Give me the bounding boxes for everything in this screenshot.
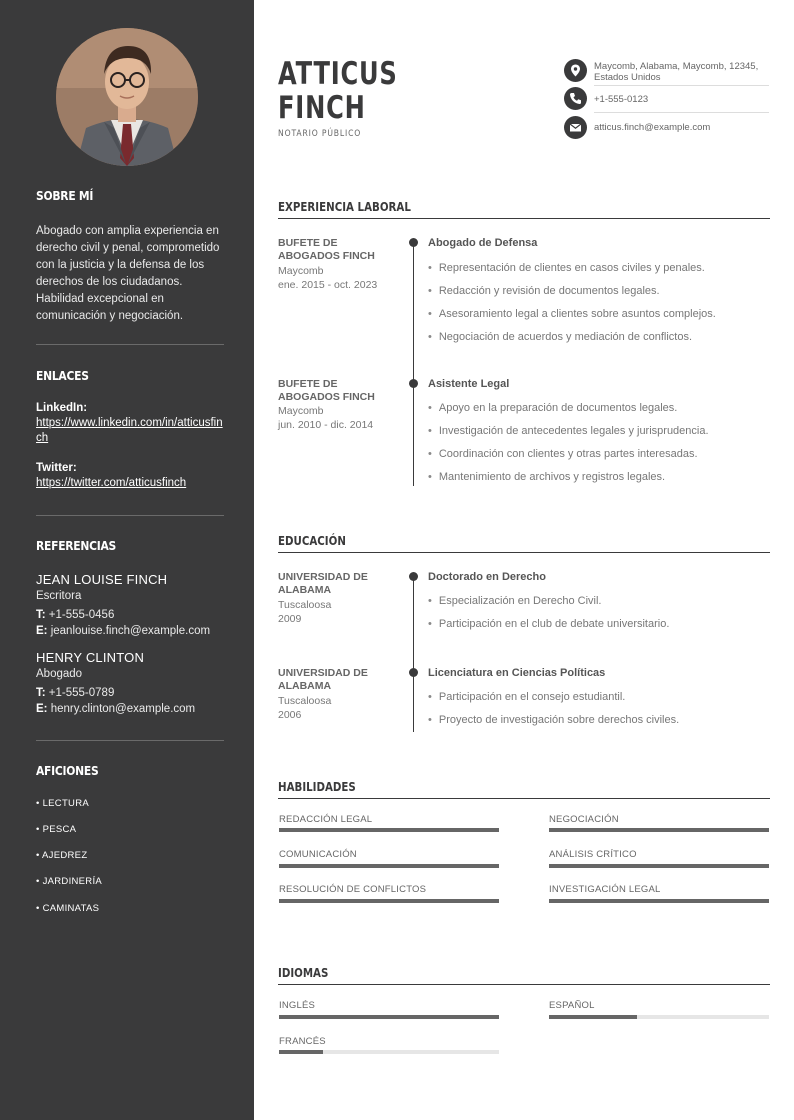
phone-text[interactable]: +1-555-0123 xyxy=(594,94,649,105)
hobby-item: • JARDINERÍA xyxy=(36,876,103,887)
language-label: INGLÉS xyxy=(279,1000,316,1011)
skill-bar xyxy=(279,899,499,903)
reference-name: JEAN LOUISE FINCH xyxy=(36,572,168,587)
skill-bar xyxy=(549,864,769,868)
reference-phone: +1-555-0456 xyxy=(48,609,115,621)
experience-role: Asistente Legal xyxy=(428,378,510,390)
link-twitter xyxy=(36,462,224,491)
reference-email: jeanlouise.finch@example.com xyxy=(50,625,211,637)
education-org: UNIVERSIDAD DE ALABAMA xyxy=(278,667,368,692)
email-text[interactable]: atticus.finch@example.com xyxy=(594,122,711,133)
skill-bar-fill xyxy=(279,828,499,832)
languages-heading: IDIOMAS xyxy=(278,965,329,980)
divider xyxy=(36,344,224,345)
reference-item xyxy=(36,572,224,639)
experience-dates: ene. 2015 - oct. 2023 xyxy=(278,279,378,291)
mail-icon xyxy=(564,116,587,139)
skill-bar-fill xyxy=(549,864,769,868)
timeline-dot xyxy=(409,238,418,247)
education-bullet: • Participación en el club de debate universitario. xyxy=(428,618,669,630)
skill-bar-fill xyxy=(549,899,769,903)
language-label: FRANCÉS xyxy=(279,1036,326,1047)
timeline-dot xyxy=(409,668,418,677)
education-location: Tuscaloosa xyxy=(278,599,332,611)
linkedin-url[interactable]: https://www.linkedin.com/in/atticusfinch xyxy=(36,417,223,444)
divider xyxy=(594,112,769,113)
phone-icon xyxy=(564,87,587,110)
language-bar xyxy=(279,1050,499,1054)
skill-label: COMUNICACIÓN xyxy=(279,849,357,860)
skill-bar xyxy=(279,864,499,868)
skills-heading: HABILIDADES xyxy=(278,779,356,794)
education-bullet: • Proyecto de investigación sobre derechos civiles. xyxy=(428,714,679,726)
divider xyxy=(36,740,224,741)
experience-role: Abogado de Defensa xyxy=(428,237,538,249)
name-last: FINCH xyxy=(278,90,366,126)
education-bullet: • Participación en el consejo estudiantil. xyxy=(428,691,625,703)
experience-org: BUFETE DE ABOGADOS FINCH xyxy=(278,378,375,403)
section-rule xyxy=(278,984,770,985)
experience-heading: EXPERIENCIA LABORAL xyxy=(278,199,411,214)
about-heading: SOBRE MÍ xyxy=(36,188,94,203)
experience-location: Maycomb xyxy=(278,265,324,277)
education-location: Tuscaloosa xyxy=(278,695,332,707)
references-heading: REFERENCIAS xyxy=(36,538,117,553)
experience-bullet: • Redacción y revisión de documentos legales. xyxy=(428,285,660,297)
skill-label: REDACCIÓN LEGAL xyxy=(279,814,373,825)
reference-phone: +1-555-0789 xyxy=(48,687,115,699)
email-label: E: xyxy=(36,703,48,715)
education-year: 2006 xyxy=(278,709,302,721)
links-heading: ENLACES xyxy=(36,368,89,383)
section-rule xyxy=(278,798,770,799)
location-icon xyxy=(564,59,587,82)
hobby-item: • LECTURA xyxy=(36,798,90,809)
section-rule xyxy=(278,218,770,219)
divider xyxy=(594,85,769,86)
hobby-item: • PESCA xyxy=(36,824,77,835)
phone-label: T: xyxy=(36,687,46,699)
experience-org: BUFETE DE ABOGADOS FINCH xyxy=(278,237,375,262)
skill-bar-fill xyxy=(279,899,499,903)
divider xyxy=(36,515,224,516)
education-org: UNIVERSIDAD DE ALABAMA xyxy=(278,571,368,596)
link-label: Twitter: xyxy=(36,462,77,474)
education-degree: Licenciatura en Ciencias Políticas xyxy=(428,667,606,679)
reference-name: HENRY CLINTON xyxy=(36,650,145,665)
skill-bar xyxy=(279,828,499,832)
email-label: E: xyxy=(36,625,48,637)
language-bar-fill xyxy=(279,1050,323,1054)
job-title: NOTARIO PÚBLICO xyxy=(278,129,362,139)
skill-bar-fill xyxy=(549,828,769,832)
hobby-item: • CAMINATAS xyxy=(36,903,100,914)
language-bar xyxy=(549,1015,769,1019)
link-linkedin xyxy=(36,402,224,446)
link-label: LinkedIn: xyxy=(36,402,88,414)
education-year: 2009 xyxy=(278,613,302,625)
skill-label: ANÁLISIS CRÍTICO xyxy=(549,849,637,860)
skill-bar xyxy=(549,899,769,903)
experience-bullet: • Apoyo en la preparación de documentos legales. xyxy=(428,402,677,414)
section-rule xyxy=(278,552,770,553)
phone-label: T: xyxy=(36,609,46,621)
sidebar xyxy=(0,0,254,1120)
address-text: Maycomb, Alabama, Maycomb, 12345, Estados Unidos xyxy=(594,61,759,83)
reference-role: Abogado xyxy=(36,668,83,680)
timeline-dot xyxy=(409,572,418,581)
education-heading: EDUCACIÓN xyxy=(278,533,346,548)
timeline-dot xyxy=(409,379,418,388)
about-text: Abogado con amplia experiencia en derecho civil y penal, comprometido con la justicia y la defensa de los derechos de los ciudadanos. Habilidad excepcional en comunicación y negociación. xyxy=(36,225,220,322)
reference-item xyxy=(36,650,224,717)
language-bar xyxy=(279,1015,499,1019)
timeline-line xyxy=(413,577,414,732)
skill-label: RESOLUCIÓN DE CONFLICTOS xyxy=(279,884,427,895)
avatar xyxy=(56,28,198,166)
skill-bar xyxy=(549,828,769,832)
education-degree: Doctorado en Derecho xyxy=(428,571,546,583)
experience-bullet: • Representación de clientes en casos civiles y penales. xyxy=(428,262,705,274)
name-first: ATTICUS xyxy=(278,56,398,92)
hobby-item: • AJEDREZ xyxy=(36,850,88,861)
experience-dates: jun. 2010 - dic. 2014 xyxy=(278,419,374,431)
experience-location: Maycomb xyxy=(278,405,324,417)
experience-bullet: • Asesoramiento legal a clientes sobre asuntos complejos. xyxy=(428,308,716,320)
experience-bullet: • Coordinación con clientes y otras partes interesadas. xyxy=(428,448,698,460)
experience-bullet: • Negociación de acuerdos y mediación de conflictos. xyxy=(428,331,692,343)
language-bar-fill xyxy=(549,1015,637,1019)
timeline-line xyxy=(413,243,414,486)
experience-bullet: • Investigación de antecedentes legales y jurisprudencia. xyxy=(428,425,709,437)
reference-role: Escritora xyxy=(36,590,82,602)
education-bullet: • Especialización en Derecho Civil. xyxy=(428,595,602,607)
skill-bar-fill xyxy=(279,864,499,868)
twitter-url[interactable]: https://twitter.com/atticusfinch xyxy=(36,477,187,489)
language-label: ESPAÑOL xyxy=(549,1000,595,1011)
language-bar-fill xyxy=(279,1015,499,1019)
skill-label: INVESTIGACIÓN LEGAL xyxy=(549,884,661,895)
experience-bullet: • Mantenimiento de archivos y registros legales. xyxy=(428,471,665,483)
skill-label: NEGOCIACIÓN xyxy=(549,814,619,825)
hobbies-heading: AFICIONES xyxy=(36,763,99,778)
reference-email: henry.clinton@example.com xyxy=(50,703,196,715)
